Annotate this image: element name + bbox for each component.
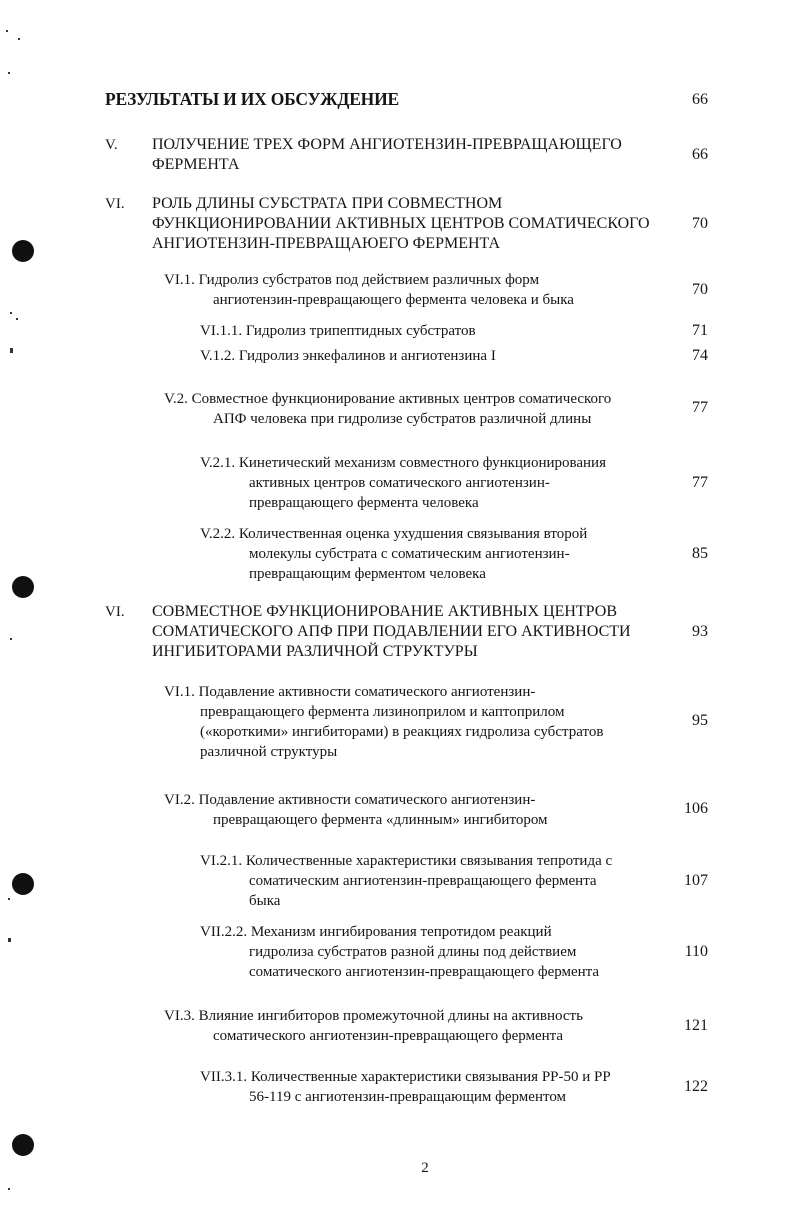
toc-entry-line: превращающего фермента лизиноприлом и каптоприлом	[200, 704, 565, 720]
toc-page-number: 95	[692, 712, 708, 729]
toc-entry-line: превращающим ферментом человека	[249, 566, 486, 582]
toc-entry-line: V.2.1. Кинетический механизм совместного функционирования	[200, 455, 606, 471]
toc-entry-line: превращающего фермента человека	[249, 495, 479, 511]
punch-hole-mark	[12, 873, 34, 895]
toc-page-number: 85	[692, 545, 708, 562]
toc-entry-line: VII.3.1. Количественные характеристики связывания РР-50 и РР	[200, 1069, 611, 1085]
toc-entry-line: различной структуры	[200, 744, 338, 760]
toc-page-number: 74	[692, 347, 708, 364]
toc-entry-line: гидролиза субстратов разной длины под действием	[249, 944, 577, 960]
toc-entry-line: V.2.2. Количественная оценка ухудшения связывания второй	[200, 526, 588, 542]
toc-entry-line: РОЛЬ ДЛИНЫ СУБСТРАТА ПРИ СОВМЕСТНОМ	[152, 195, 503, 212]
toc-entry-line: активных центров соматического ангиотензин-	[249, 475, 550, 491]
toc-page-number: 107	[684, 872, 708, 889]
scan-speck	[8, 72, 10, 74]
toc-entry-line: ФУНКЦИОНИРОВАНИИ АКТИВНЫХ ЦЕНТРОВ СОМАТИЧЕСКОГО	[152, 215, 650, 232]
toc-entry-line: («короткими» ингибиторами) в реакциях гидролиза субстратов	[200, 724, 604, 740]
toc-page-number: 66	[692, 91, 708, 108]
scan-speck	[10, 312, 12, 314]
punch-hole-mark	[12, 240, 34, 262]
toc-entry-line: ангиотензин-превращающего фермента человека и быка	[213, 292, 574, 308]
scan-speck	[6, 30, 8, 32]
toc-entry-line: VI.2.1. Количественные характеристики связывания тепротида с	[200, 853, 613, 869]
toc-page-number: 70	[692, 215, 708, 232]
toc-page-number: 110	[684, 943, 708, 960]
toc-entry-line: VI.3. Влияние ингибиторов промежуточной длины на активность	[164, 1008, 583, 1024]
toc-entry-line: 56-119 с ангиотензин-превращающим ферментом	[249, 1089, 567, 1105]
toc-entry-line: ПОЛУЧЕНИЕ ТРЕХ ФОРМ АНГИОТЕНЗИН-ПРЕВРАЩАЮЩЕГО	[152, 136, 622, 153]
toc-entry-line: АПФ человека при гидролизе субстратов различной длины	[213, 411, 592, 427]
toc-entry-line: VI.1.1. Гидролиз трипептидных субстратов	[200, 323, 476, 339]
toc-page-number: 106	[684, 800, 708, 817]
toc-entry-line: СОВМЕСТНОЕ ФУНКЦИОНИРОВАНИЕ АКТИВНЫХ ЦЕНТРОВ	[152, 603, 617, 620]
toc-entry-line: ФЕРМЕНТА	[152, 156, 240, 173]
toc-page-number: 93	[692, 623, 708, 640]
toc-chapter-number: VI.	[105, 196, 125, 212]
scan-speck	[10, 348, 13, 353]
toc-page-number: 121	[684, 1017, 708, 1034]
toc-page-number: 71	[692, 322, 708, 339]
scan-speck	[8, 1188, 10, 1190]
toc-heading: РЕЗУЛЬТАТЫ И ИХ ОБСУЖДЕНИЕ	[105, 89, 399, 109]
toc-entry-line: АНГИОТЕНЗИН-ПРЕВРАЩАЮЕГО ФЕРМЕНТА	[152, 235, 501, 252]
toc-entry-line: ИНГИБИТОРАМИ РАЗЛИЧНОЙ СТРУКТУРЫ	[152, 643, 478, 660]
toc-page-number: 70	[692, 281, 708, 298]
toc-entry-line: соматического ангиотензин-превращающего фермента	[213, 1028, 564, 1044]
toc-entry-line: VI.2. Подавление активности соматического ангиотензин-	[164, 792, 536, 808]
punch-hole-mark	[12, 1134, 34, 1156]
toc-entry-line: соматическим ангиотензин-превращающего фермента	[249, 873, 597, 889]
toc-entry-line: соматического ангиотензин-превращающего фермента	[249, 964, 600, 980]
toc-entry-line: VI.1. Подавление активности соматического ангиотензин-	[164, 684, 536, 700]
toc-entry-line: СОМАТИЧЕСКОГО АПФ ПРИ ПОДАВЛЕНИИ ЕГО АКТИВНОСТИ	[152, 623, 631, 640]
scan-speck	[10, 638, 12, 640]
toc-page-number: 122	[684, 1078, 708, 1095]
toc-entry-line: VII.2.2. Механизм ингибирования тепротидом реакций	[200, 924, 552, 940]
toc-page-number: 66	[692, 146, 708, 163]
punch-hole-mark	[12, 576, 34, 598]
scan-speck	[16, 318, 18, 320]
toc-chapter-number: VI.	[105, 604, 125, 620]
page-number: 2	[421, 1160, 429, 1176]
scan-speck	[18, 38, 20, 40]
toc-entry-line: V.1.2. Гидролиз энкефалинов и ангиотензина I	[200, 348, 496, 364]
toc-page-number: 77	[692, 399, 708, 416]
toc-page-number: 77	[692, 474, 708, 491]
toc-chapter-number: V.	[105, 137, 118, 153]
toc-entry-line: V.2. Совместное функционирование активных центров соматического	[164, 391, 612, 407]
toc-entry-line: превращающего фермента «длинным» ингибитором	[213, 812, 548, 828]
scan-speck	[8, 898, 10, 900]
toc-entry-line: VI.1. Гидролиз субстратов под действием различных форм	[164, 272, 540, 288]
toc-entry-line: молекулы субстрата с соматическим ангиотензин-	[249, 546, 570, 562]
scan-speck	[8, 938, 11, 942]
toc-entry-line: быка	[249, 893, 281, 909]
